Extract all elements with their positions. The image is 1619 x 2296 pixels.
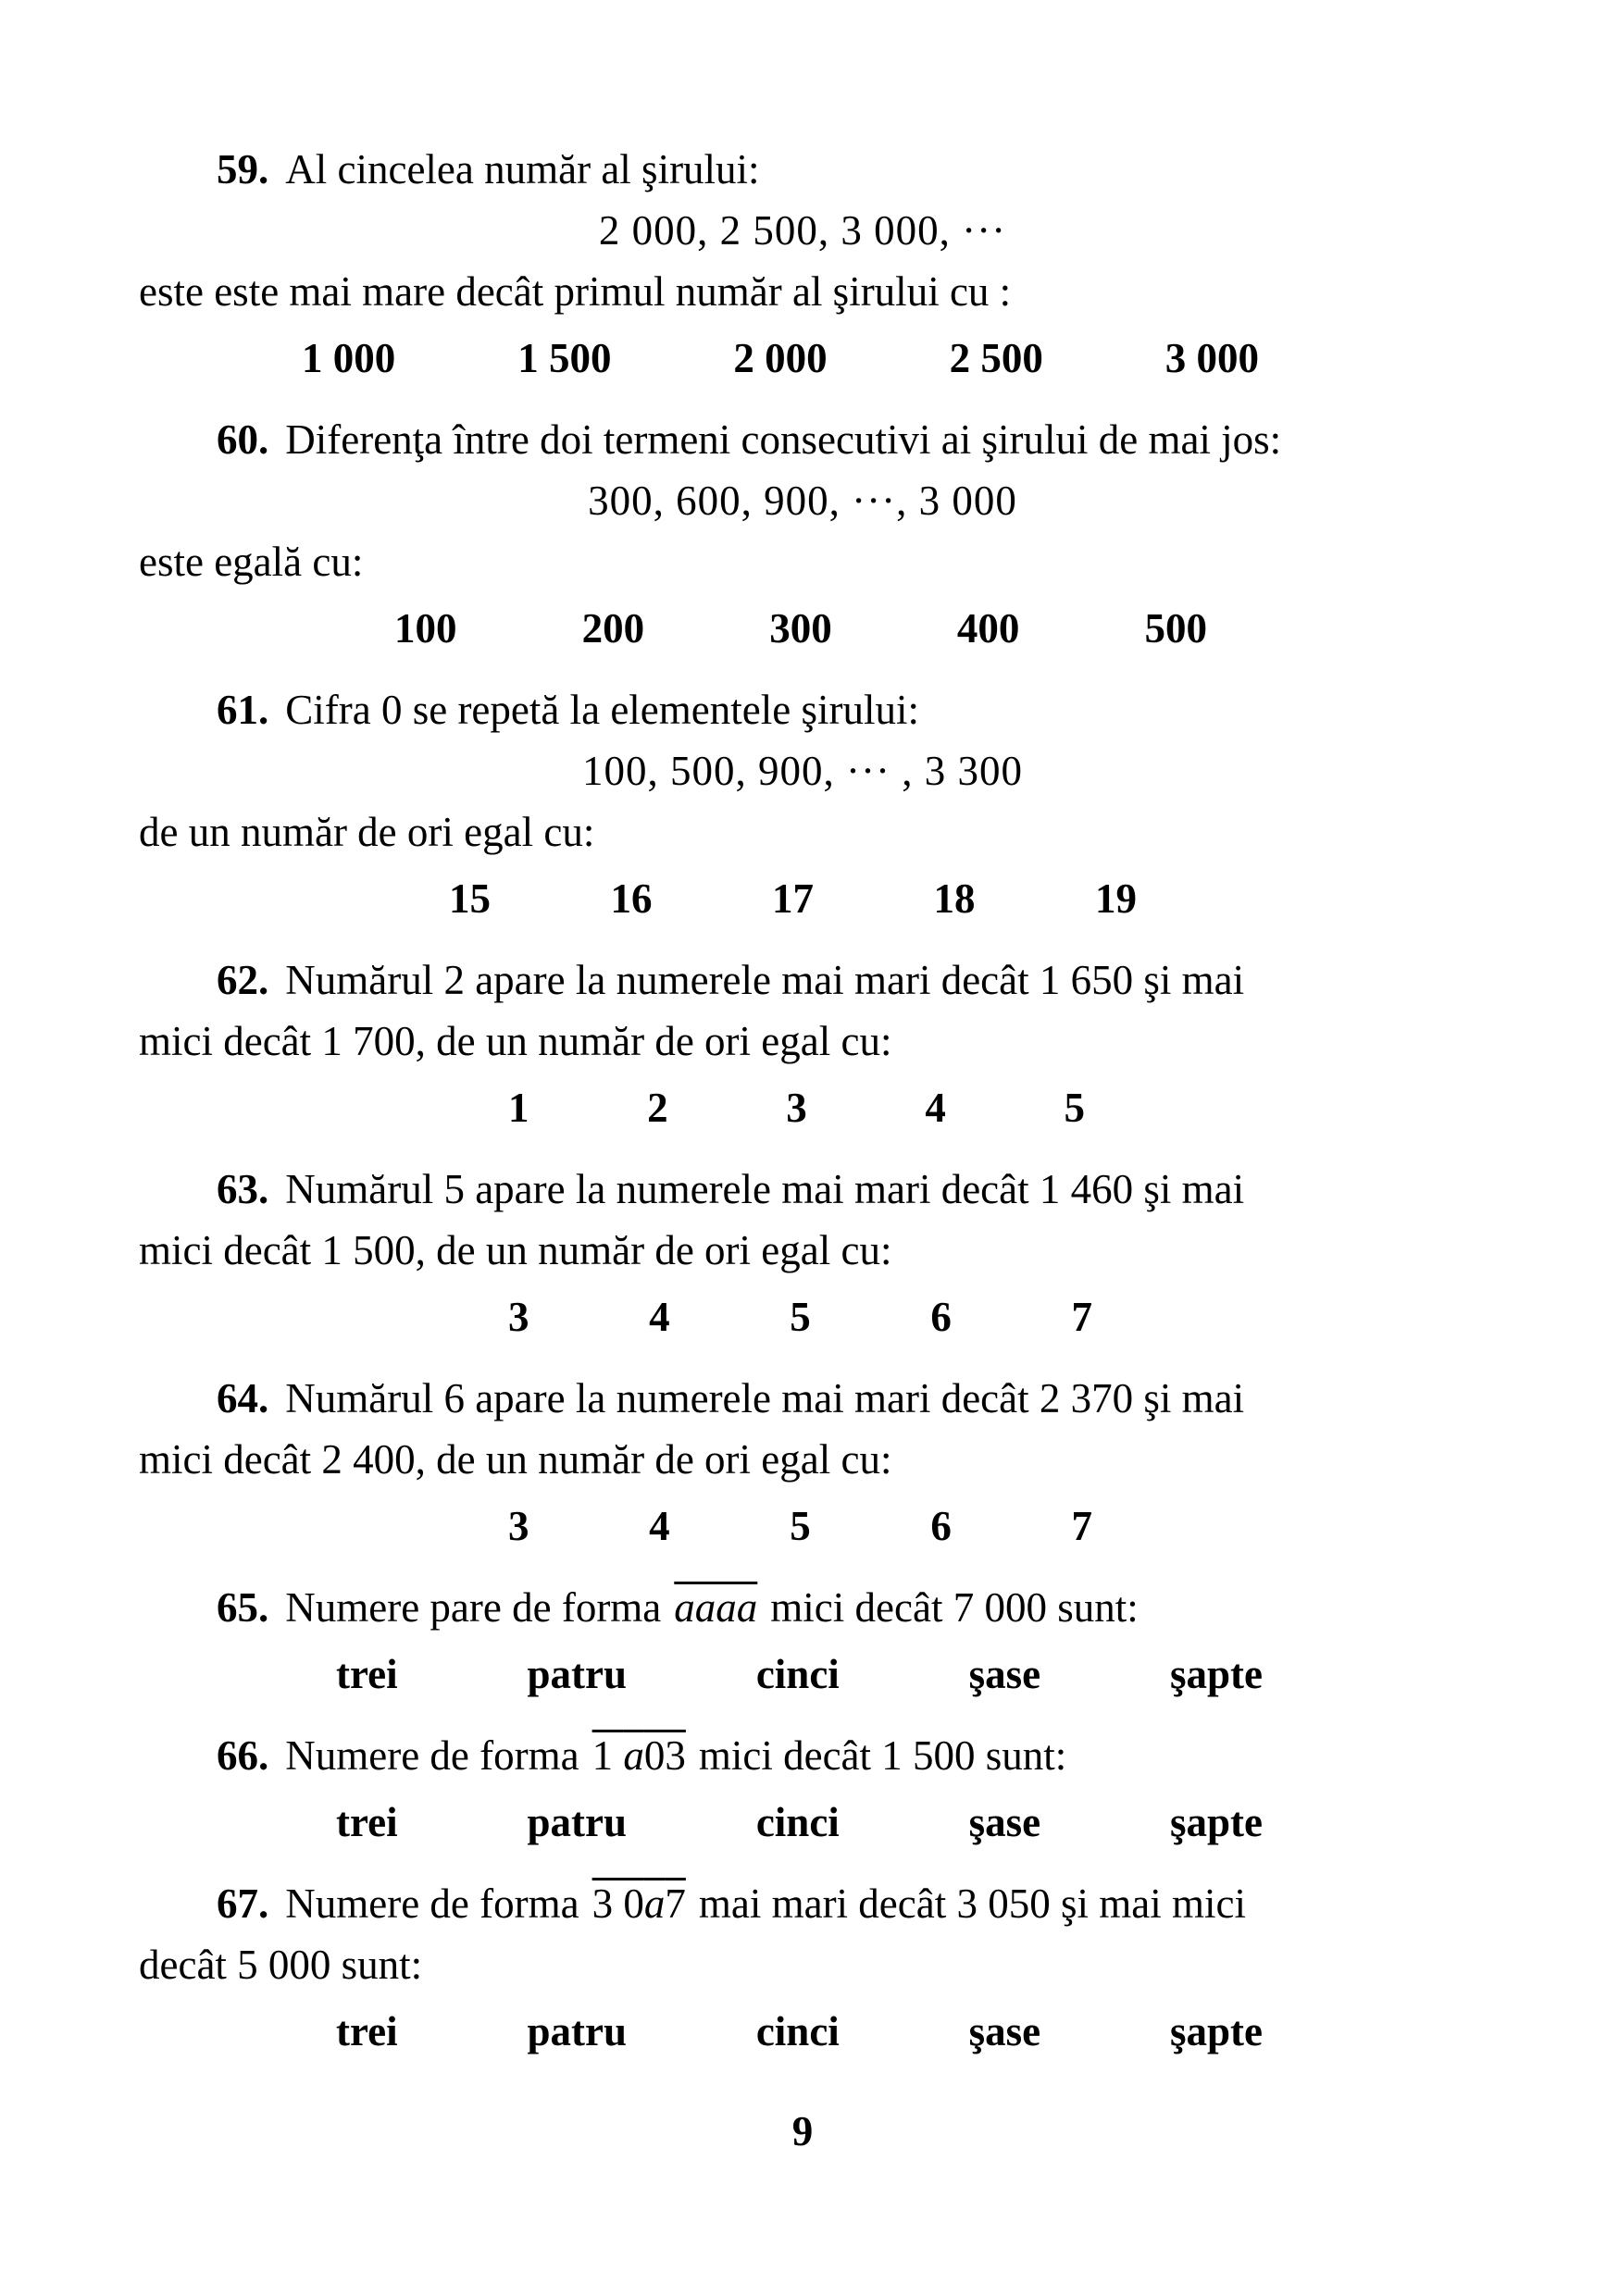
answer-choice: 6 (930, 1503, 952, 1549)
answer-choice: 18 (933, 875, 976, 922)
problem-statement-line2: mici decât 1 700, de un număr de ori egal cu: (139, 1018, 892, 1064)
problem-statement-tail: este este mai mare decât primul număr al şirului cu : (139, 268, 1012, 315)
answer-choice: 19 (1095, 875, 1137, 922)
answer-choices (302, 328, 1259, 389)
answer-choice: 300 (769, 605, 832, 652)
answer-choices (336, 2001, 1263, 2062)
answer-choice: patru (527, 1799, 627, 1845)
problem-statement-line2: mici decât 2 400, de un număr de ori egal cu: (139, 1436, 892, 1483)
problem-62 (139, 949, 1383, 1138)
answer-choice: trei (336, 1799, 398, 1845)
form-digits: 1 (592, 1732, 624, 1779)
problem-statement-line2: decât 5 000 sunt: (139, 1942, 423, 1988)
problem-text: Numărul 6 apare la numerele mai mari decât 2 370 şi mai (285, 1375, 1245, 1421)
answer-choice: şase (968, 1799, 1041, 1845)
problem-text: mici decât 1 500 sunt: (698, 1732, 1067, 1779)
form-variable: a (623, 1732, 644, 1779)
problem-65 (139, 1577, 1383, 1705)
problem-statement-line2: mici decât 1 500, de un număr de ori egal cu: (139, 1227, 892, 1273)
answer-choice: 5 (790, 1503, 811, 1549)
answer-choices (449, 868, 1137, 929)
answer-choice: 3 (508, 1294, 529, 1340)
problem-61 (139, 679, 1383, 929)
answer-choice: şapte (1170, 1651, 1263, 1697)
problem-statement (139, 139, 1383, 200)
answer-choice: 2 000 (733, 335, 828, 381)
form-variable: aaaa (674, 1584, 758, 1631)
problem-text: Numere pare de forma (285, 1584, 662, 1631)
answer-choice: 4 (649, 1294, 670, 1340)
form-variable: a (643, 1880, 666, 1927)
answer-choice: cinci (755, 1799, 840, 1845)
overline-form (592, 1732, 686, 1779)
problem-text: Al cincelea număr al şirului: (285, 146, 760, 192)
problem-number: 59. (217, 146, 269, 192)
answer-choices (508, 1496, 1092, 1557)
problem-number: 61. (217, 687, 269, 733)
problem-67 (139, 1873, 1383, 2062)
problem-63 (139, 1159, 1383, 1347)
problem-number: 63. (217, 1166, 269, 1212)
answer-choice: 5 (790, 1294, 811, 1340)
answer-choice: 500 (1144, 605, 1207, 652)
answer-choice: 7 (1071, 1294, 1092, 1340)
problem-text: mici decât 7 000 sunt: (770, 1584, 1139, 1631)
answer-choice: 7 (1071, 1503, 1092, 1549)
problem-59 (139, 139, 1383, 389)
problem-statement (139, 949, 1383, 1011)
form-digits: 03 (643, 1732, 686, 1779)
overline-form (592, 1880, 686, 1927)
problem-number: 60. (217, 416, 269, 463)
form-digits: 7 (665, 1880, 686, 1927)
answer-choice: 3 (508, 1503, 529, 1549)
answer-choice: patru (527, 1651, 627, 1697)
problem-64 (139, 1368, 1383, 1557)
answer-choice: 3 (786, 1085, 807, 1131)
problem-statement-tail: de un număr de ori egal cu: (139, 809, 595, 855)
problem-text: Numere de forma (285, 1732, 579, 1779)
answer-choice: 3 000 (1164, 335, 1259, 381)
problem-statement-tail: este egală cu: (139, 539, 364, 585)
problem-text: Cifra 0 se repetă la elementele şirului: (285, 687, 919, 733)
problem-statement (139, 679, 1383, 740)
answer-choice: cinci (755, 2008, 840, 2054)
problem-statement (139, 1159, 1383, 1220)
problem-number: 64. (217, 1375, 269, 1421)
problem-66 (139, 1725, 1383, 1853)
problem-text: Numărul 2 apare la numerele mai mari decât 1 650 şi mai (285, 957, 1245, 1003)
answer-choice: 17 (772, 875, 814, 922)
answer-choice: patru (527, 2008, 627, 2054)
problem-statement (139, 1577, 1383, 1638)
answer-choice: 15 (449, 875, 491, 922)
sequence-formula: 300, 600, 900, ···, 3 000 (588, 478, 1017, 524)
answer-choice: 1 500 (517, 335, 612, 381)
answer-choice: 16 (610, 875, 653, 922)
problem-text: Numere de forma (285, 1880, 579, 1927)
answer-choice: şase (968, 2008, 1041, 2054)
problem-60 (139, 409, 1383, 659)
answer-choice: 5 (1064, 1085, 1085, 1131)
answer-choice: cinci (755, 1651, 840, 1697)
problem-statement (139, 1725, 1383, 1786)
answer-choice: şase (968, 1651, 1041, 1697)
problem-number: 65. (217, 1584, 269, 1631)
answer-choices (508, 1077, 1085, 1138)
answer-choice: 100 (394, 605, 457, 652)
sequence-formula: 100, 500, 900, ··· , 3 300 (582, 748, 1023, 794)
overline-form (674, 1584, 757, 1631)
problem-statement (139, 1873, 1383, 1934)
sequence-formula: 2 000, 2 500, 3 000, ··· (598, 207, 1007, 254)
answer-choice: 1 000 (302, 335, 396, 381)
form-digits: 3 0 (592, 1880, 644, 1927)
page-number: 9 (791, 2108, 814, 2154)
answer-choice: 6 (930, 1294, 952, 1340)
problem-statement (139, 1368, 1383, 1429)
answer-choice: 2 500 (949, 335, 1043, 381)
answer-choice: trei (336, 1651, 398, 1697)
answer-choice: 4 (649, 1503, 670, 1549)
answer-choice: 1 (508, 1085, 529, 1131)
answer-choice: 400 (956, 605, 1020, 652)
answer-choice: 4 (925, 1085, 946, 1131)
problem-text: Numărul 5 apare la numerele mai mari decât 1 460 şi mai (285, 1166, 1245, 1212)
answer-choice: 200 (581, 605, 645, 652)
answer-choices (394, 598, 1207, 659)
problem-text: Diferenţa între doi termeni consecutivi ai şirului de mai jos: (285, 416, 1282, 463)
answer-choices (336, 1792, 1263, 1853)
answer-choices (336, 1644, 1263, 1705)
answer-choice: şapte (1170, 2008, 1263, 2054)
answer-choices (508, 1286, 1092, 1347)
problem-text: mai mari decât 3 050 şi mai mici (698, 1880, 1246, 1927)
problem-statement (139, 409, 1383, 470)
problem-number: 62. (217, 957, 269, 1003)
answer-choice: trei (336, 2008, 398, 2054)
problem-number: 67. (217, 1880, 269, 1927)
answer-choice: 2 (647, 1085, 668, 1131)
problem-number: 66. (217, 1732, 269, 1779)
answer-choice: şapte (1170, 1799, 1263, 1845)
